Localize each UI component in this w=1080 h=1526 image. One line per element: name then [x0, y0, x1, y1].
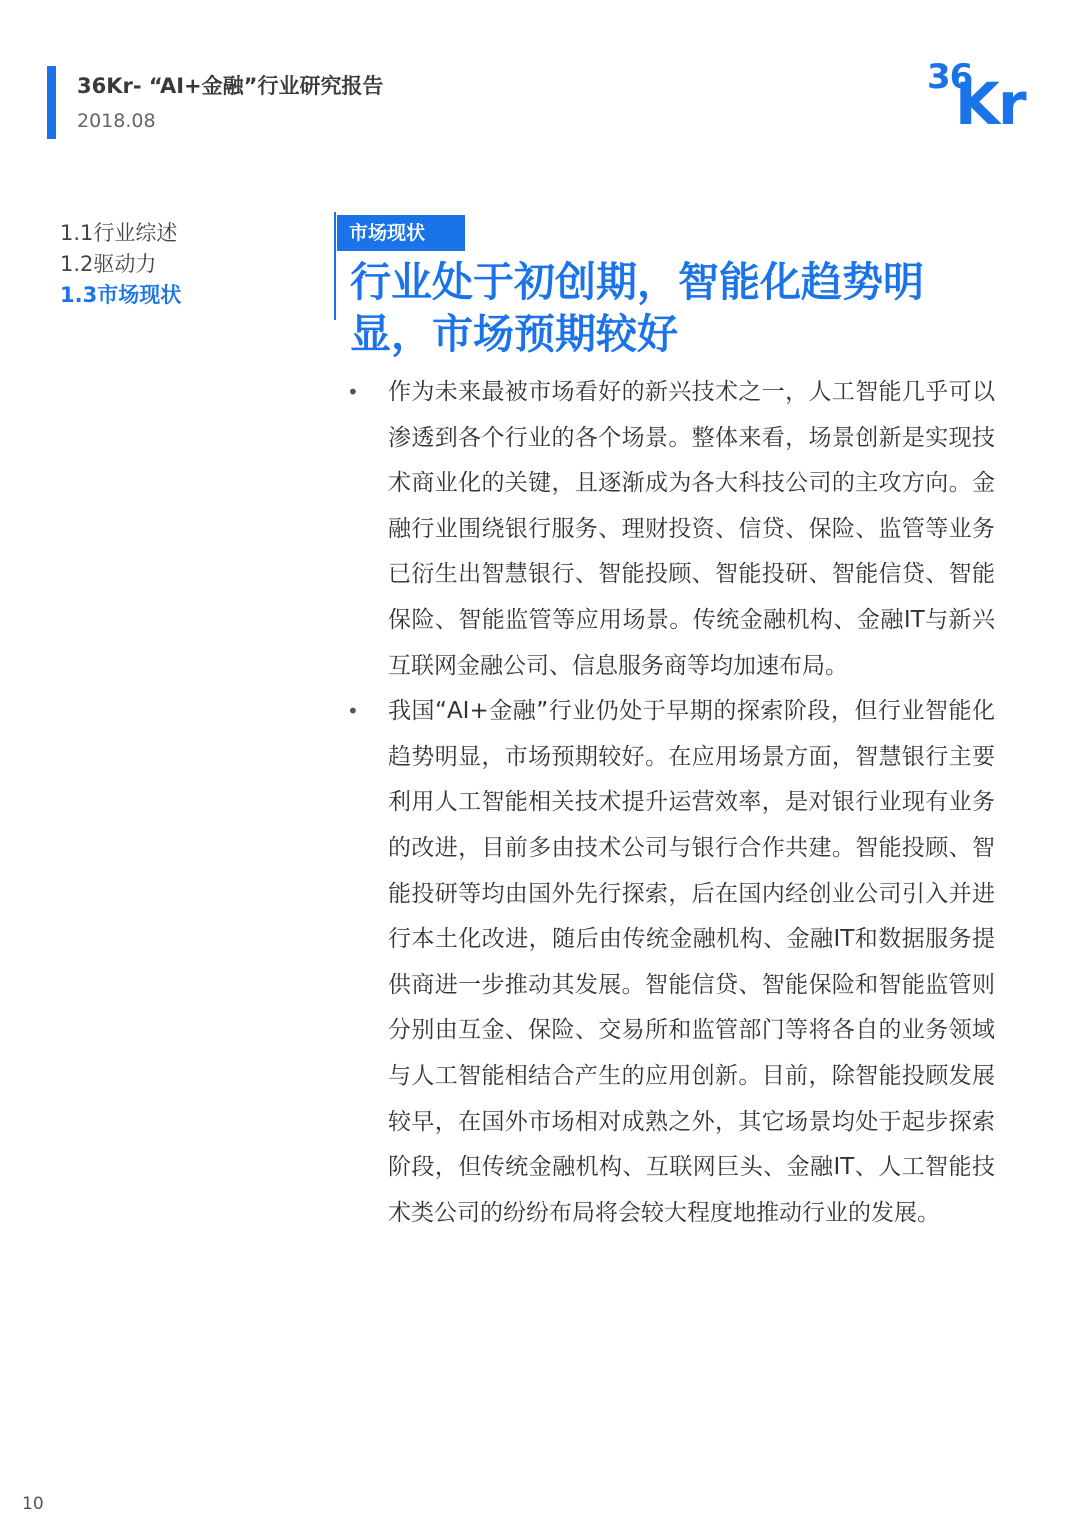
svg-text:Kr: Kr: [955, 70, 1025, 128]
bullet-text: 我国“AI+金融”行业仍处于早期的探索阶段，但行业智能化趋势明显，市场预期较好。在应用场景方面，智慧银行主要利用人工智能相关技术提升运营效率，是对银行业现有业务的改进，目前多由技术公司与银行合作共建。智能投顾、智能投研等均由国外先行探索，后在国内经创业公司引入并进行本土化改进，随后由传统金融机构、金融IT和数据服务提供商进一步推动其发展。智能信贷、智能保险和智能监管则分别由互金、保险、交易所和监管部门等将各自的业务领域与人工智能相结合产生的应用创新。目前，除智能投顾发展较早，在国外市场相对成熟之外，其它场景均处于起步探索阶段，但传统金融机构、互联网巨头、金融IT、人工智能技术类公司的纷纷布局将会较大程度地推动行业的发展。: [388, 698, 995, 1226]
header-accent-bar: [47, 66, 56, 139]
36kr-logo: [925, 58, 1040, 128]
bullet-paragraph: [345, 370, 995, 689]
section-headline: 行业处于初创期，智能化趋势明显，市场预期较好: [350, 258, 924, 358]
toc-item-industry-overview[interactable]: 1.1行业综述: [60, 221, 178, 245]
bullet-paragraph: [345, 689, 995, 1236]
toc-item-driving-forces[interactable]: 1.2驱动力: [60, 252, 157, 276]
section-tag: 市场现状: [337, 215, 465, 251]
table-of-contents: [60, 218, 181, 311]
toc-item-market-status[interactable]: 1.3市场现状: [60, 283, 182, 307]
report-date: 2018.08: [77, 110, 156, 132]
bullet-text: 作为未来最被市场看好的新兴技术之一，人工智能几乎可以渗透到各个行业的各个场景。整体来看，场景创新是实现技术商业化的关键，且逐渐成为各大科技公司的主攻方向。金融行业围绕银行服务、理财投资、信贷、保险、监管等业务已衍生出智慧银行、智能投顾、智能投研、智能信贷、智能保险、智能监管等应用场景。传统金融机构、金融IT与新兴互联网金融公司、信息服务商等均加速布局。: [388, 379, 995, 679]
bullet-list: [345, 370, 995, 1236]
report-title: 36Kr- “AI+金融”行业研究报告: [77, 74, 384, 98]
bullet-dot-icon: •: [347, 699, 359, 724]
section-divider: [334, 212, 336, 320]
bullet-dot-icon: •: [347, 380, 359, 404]
svg-text:36: 36: [927, 58, 973, 97]
page-number: 10: [22, 1494, 44, 1514]
